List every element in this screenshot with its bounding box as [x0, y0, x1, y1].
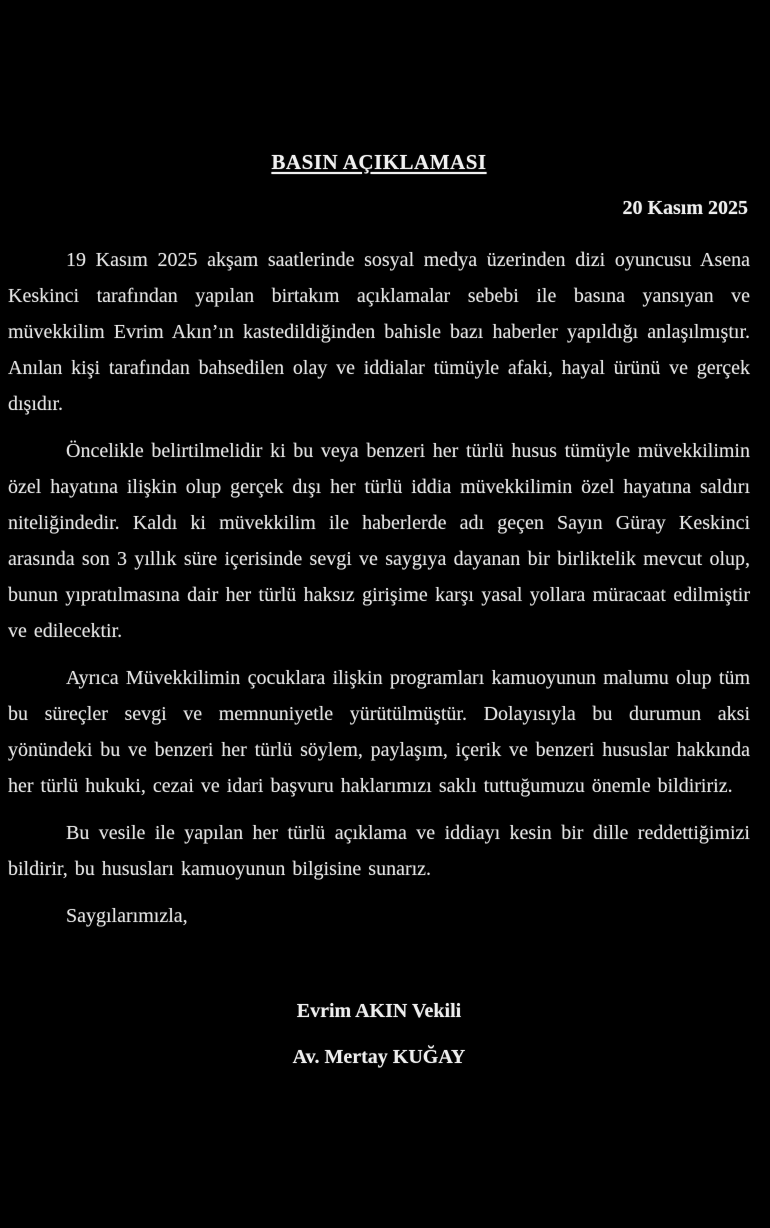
document-body [8, 242, 750, 934]
document-title-text: BASIN AÇIKLAMASI [271, 150, 487, 174]
paragraph-2: Öncelikle belirtilmelidir ki bu veya benzeri her türlü husus tümüyle müvekkilimin özel hayatına ilişkin olup gerçek dışı her türlü iddia müvekkilimin özel hayatına saldırı niteliğindedir. Kaldı ki müvekkilim ile haberlerde adı geçen Sayın Güray Keskinci arasında son 3 yıllık süre içerisinde sevgi ve saygıya dayanan bir birliktelik mevcut olup, bunun yıpratılmasına dair her türlü haksız girişime karşı yasal yollara müracaat edilmiştir ve edilecektir. [8, 440, 750, 642]
signature-role: Evrim AKIN Vekili [296, 1000, 462, 1022]
signature-block [8, 1000, 750, 1069]
paragraph-1: 19 Kasım 2025 akşam saatlerinde sosyal medya üzerinden dizi oyuncusu Asena Keskinci tarafından yapılan birtakım açıklamalar sebebi ile basına yansıyan ve müvekkilim Evrim Akın’ın kastedildiğinden bahisle bazı haberler yapıldığı anlaşılmıştır. Anılan kişi tarafından bahsedilen olay ve iddialar tümüyle afaki, hayal ürünü ve gerçek dışıdır. [8, 249, 750, 415]
paragraph-3: Ayrıca Müvekkilimin çocuklara ilişkin programları kamuoyunun malumu olup tüm bu süreçler sevgi ve memnuniyetle yürütülmüştür. Dolayısıyla bu durumun aksi yönündeki bu ve benzeri her türlü söylem, paylaşım, içerik ve benzeri hususlar hakkında her türlü hukuki, cezai ve idari başvuru haklarımızı saklı tuttuğumuzu önemle bildiririz. [8, 667, 750, 797]
closing-salutation: Saygılarımızla, [66, 905, 188, 927]
document-date: 20 Kasım 2025 [622, 197, 748, 219]
paragraph-4: Bu vesile ile yapılan her türlü açıklama ve iddiayı kesin bir dille reddettiğimizi bildirir, bu hususları kamuoyunun bilgisine sunarız. [8, 822, 750, 880]
signature-name: Av. Mertay KUĞAY [292, 1046, 466, 1068]
document-title [8, 150, 750, 175]
